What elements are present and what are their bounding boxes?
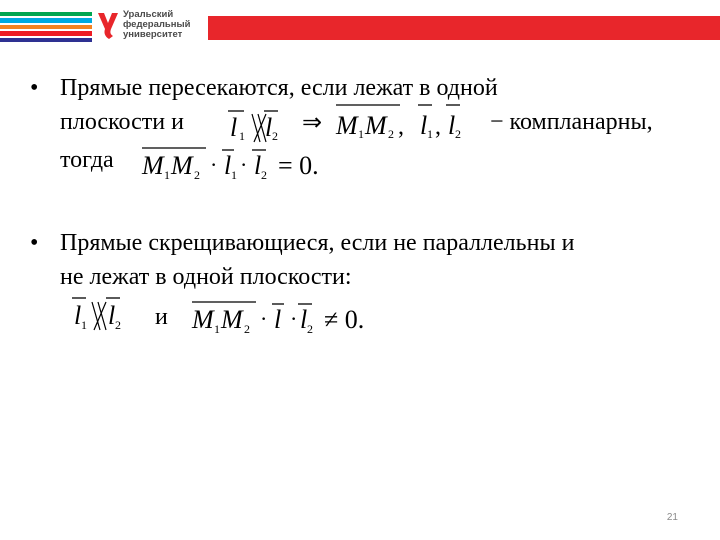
svg-text:1: 1 (81, 318, 87, 332)
bullet2-line2: не лежат в одной плоскости: (60, 264, 352, 290)
svg-text:l: l (254, 151, 262, 180)
bullet2-conjunction: и (155, 304, 168, 330)
svg-text:2: 2 (194, 168, 200, 182)
stripe (0, 38, 92, 42)
svg-text:2: 2 (115, 318, 121, 332)
svg-text:= 0.: = 0. (278, 151, 319, 180)
bullet2-line1: Прямые скрещивающиеся, если не параллельны и (60, 230, 575, 256)
bullet1-line1: Прямые пересекаются, если лежат в одной (60, 75, 498, 101)
page-number: 21 (666, 512, 678, 523)
bullet1-line3: тогда (60, 147, 114, 173)
stripe (0, 18, 92, 22)
bullet1-line2-start: плоскости и (60, 109, 184, 135)
brand-stripes (0, 12, 92, 42)
svg-text:2: 2 (244, 322, 250, 336)
svg-text:·: · (290, 306, 298, 331)
svg-text:l: l (265, 113, 273, 142)
bullet1-line2-end: − компланарны, (490, 109, 653, 135)
svg-text:2: 2 (455, 127, 461, 141)
formula-mixed-product-zero (138, 140, 338, 188)
bullet-marker: • (30, 230, 39, 256)
svg-text:·: · (240, 152, 248, 177)
svg-text:M: M (142, 151, 164, 180)
formula-coplanar (222, 98, 482, 146)
svg-text:M: M (192, 305, 214, 334)
svg-text:1: 1 (214, 322, 220, 336)
svg-text:,: , (398, 114, 404, 140)
stripe (0, 25, 92, 29)
logo-line: федеральный (123, 19, 191, 30)
bullet-marker: • (30, 75, 39, 101)
svg-text:1: 1 (427, 127, 433, 141)
svg-text:2: 2 (261, 168, 267, 182)
svg-text:l: l (274, 305, 282, 334)
header-accent-bar (208, 16, 720, 40)
svg-text:1: 1 (164, 168, 170, 182)
stripe (0, 31, 92, 35)
svg-text:l: l (300, 305, 308, 334)
svg-text:l: l (230, 113, 238, 142)
svg-text:⇒: ⇒ (302, 110, 323, 136)
svg-text:1: 1 (239, 129, 245, 143)
svg-text:l: l (224, 151, 232, 180)
formula-not-parallel (68, 292, 128, 340)
svg-text:1: 1 (231, 168, 237, 182)
logo-line: Уральский (123, 9, 174, 20)
svg-text:1: 1 (358, 127, 364, 141)
university-name (123, 10, 190, 40)
svg-text:M: M (221, 305, 243, 334)
svg-text:M: M (171, 151, 193, 180)
stripe (0, 12, 92, 16)
svg-text:,: , (435, 114, 441, 140)
svg-text:2: 2 (388, 127, 394, 141)
svg-text:l: l (74, 301, 82, 330)
svg-text:M: M (365, 111, 387, 140)
svg-text:·: · (210, 152, 218, 177)
svg-text:l: l (420, 111, 428, 140)
logo-line: университет (123, 29, 183, 40)
formula-mixed-product-nonzero (188, 294, 388, 342)
svg-text:l: l (448, 111, 456, 140)
svg-text:2: 2 (307, 322, 313, 336)
svg-text:≠ 0.: ≠ 0. (324, 305, 365, 334)
svg-text:M: M (336, 111, 358, 140)
svg-text:·: · (260, 306, 268, 331)
svg-text:l: l (108, 301, 116, 330)
ural-university-logo-icon (97, 12, 119, 40)
svg-text:2: 2 (272, 129, 278, 143)
